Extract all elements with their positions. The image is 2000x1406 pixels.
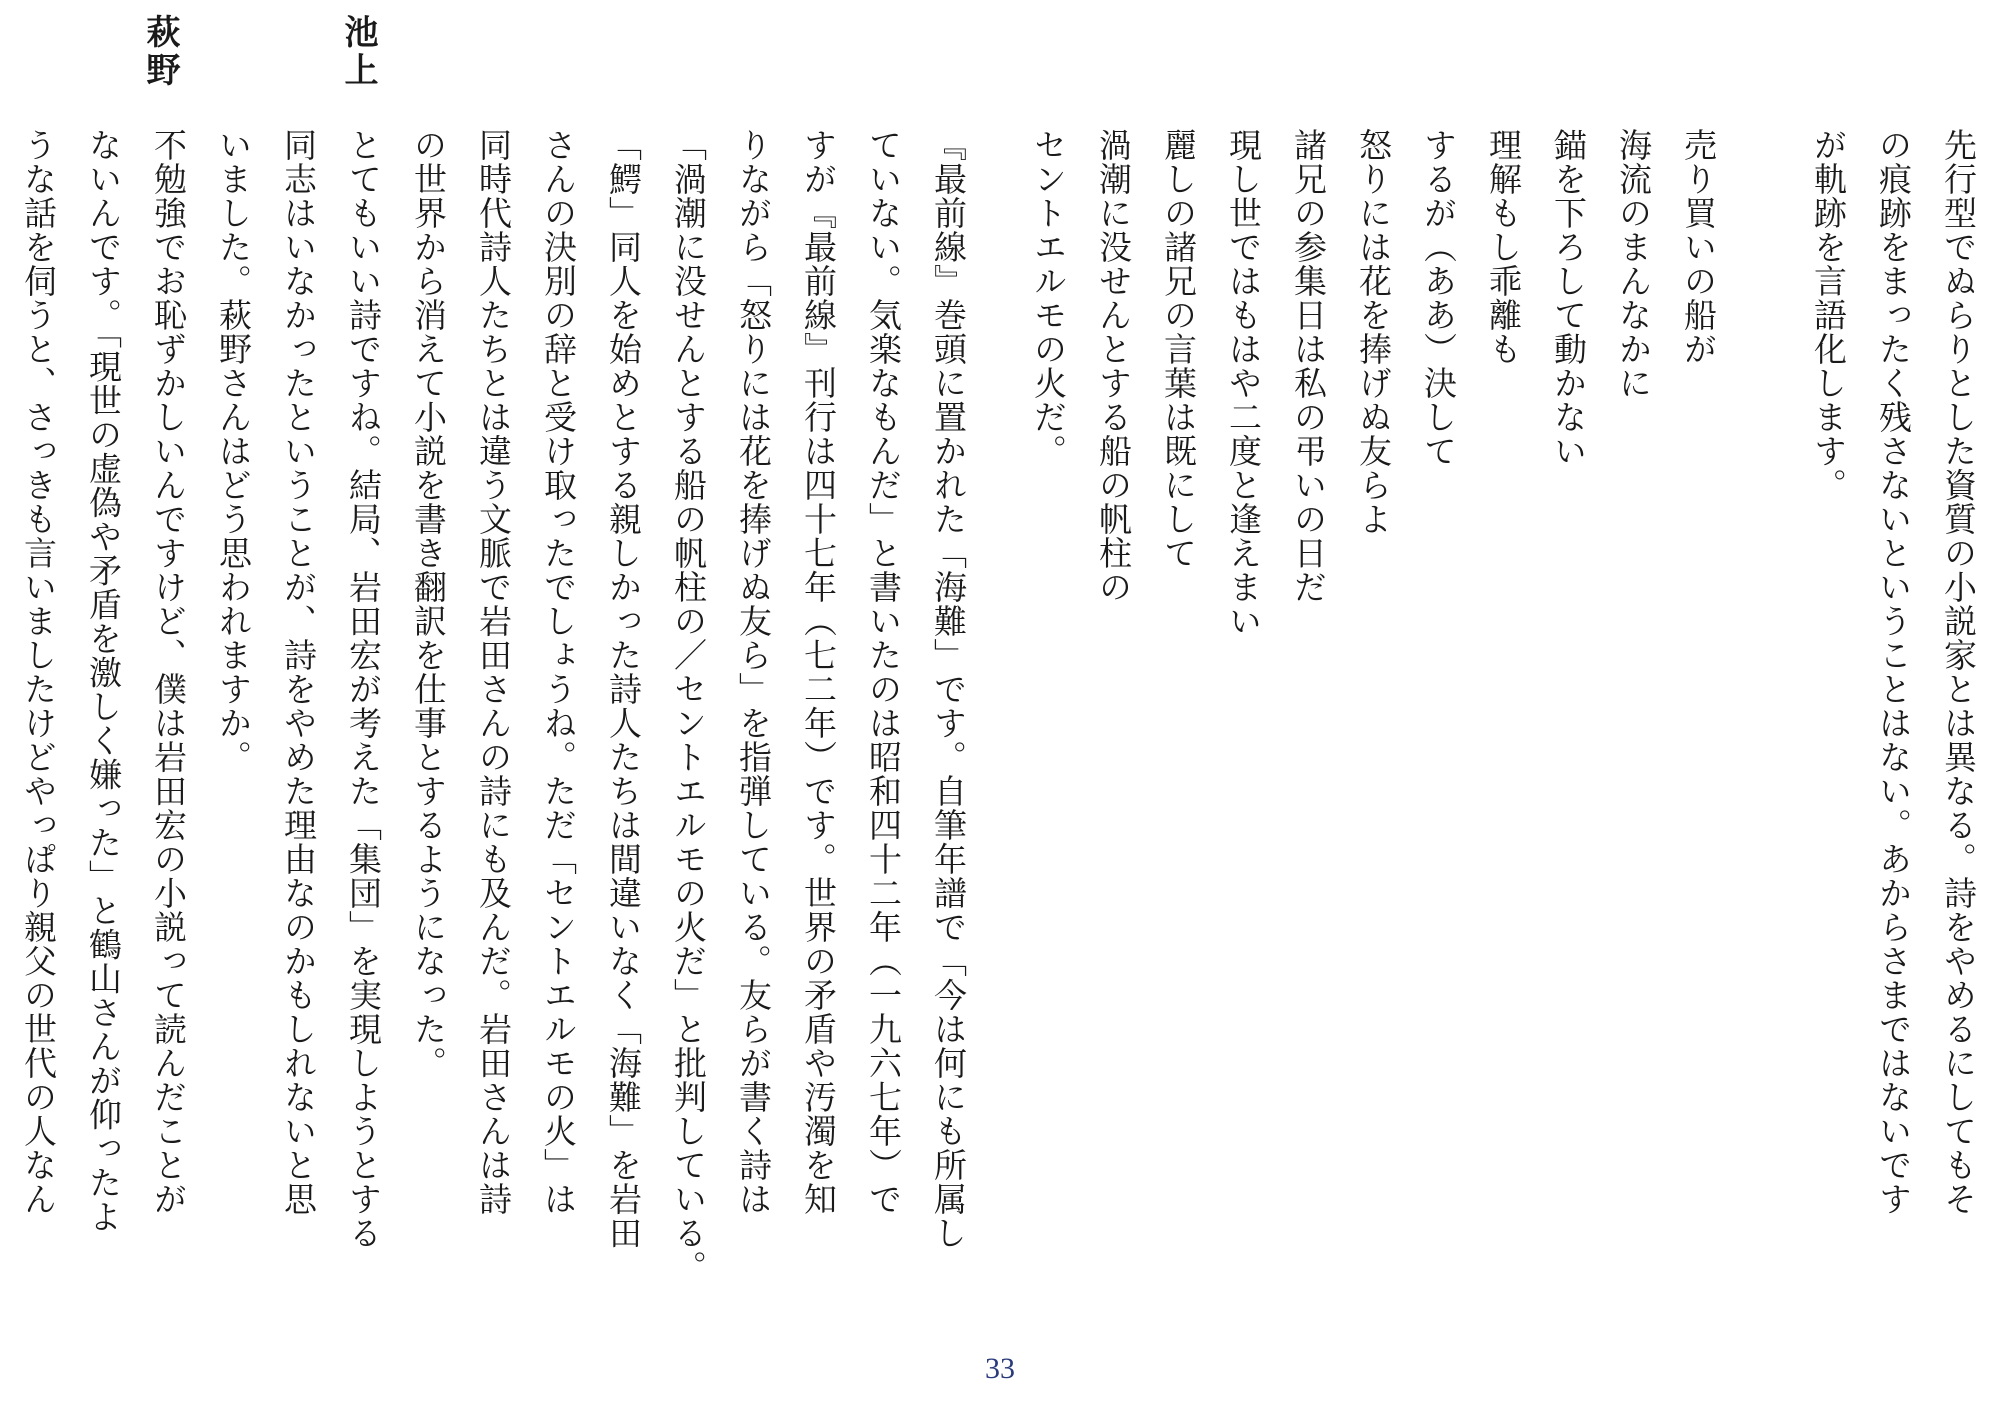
text-column: の痕跡をまったく残さないということはない。あからさまではないです bbox=[1874, 128, 1913, 1216]
speaker-label-hagino: 萩野 bbox=[140, 14, 180, 90]
text-column: うな話を伺うと、さっきも言いましたけどやっぱり親父の世代の人なん bbox=[19, 128, 58, 1216]
poem-line: 売り買いの船が bbox=[1679, 128, 1718, 366]
text-column: 同時代詩人たちとは違う文脈で岩田さんの詩にも及んだ。岩田さんは詩 bbox=[474, 128, 513, 1216]
text-column: の世界から消えて小説を書き翻訳を仕事とするようになった。 bbox=[409, 128, 448, 1080]
poem-line: 海流のまんなかに bbox=[1614, 128, 1653, 400]
poem-line: 渦潮に没せんとする船の帆柱の bbox=[1094, 128, 1133, 604]
text-column: 『最前線』巻頭に置かれた「海難」です。自筆年譜で「今は何にも所属し bbox=[929, 128, 968, 1250]
text-column: 不勉強でお恥ずかしいんですけど、僕は岩田宏の小説って読んだことが bbox=[149, 128, 188, 1216]
text-column: さんの決別の辞と受け取ったでしょうね。ただ「セントエルモの火」は bbox=[539, 128, 578, 1216]
page-number: 33 bbox=[985, 1352, 1015, 1385]
poem-line: 怒りには花を捧げぬ友らよ bbox=[1354, 128, 1393, 536]
text-column: 「鰐」同人を始めとする親しかった詩人たちは間違いなく「海難」を岩田 bbox=[604, 128, 643, 1250]
speaker-label-ikegami: 池上 bbox=[338, 14, 378, 90]
text-column: ないんです。「現世の虚偽や矛盾を激しく嫌った」と鶴山さんが仰ったよ bbox=[84, 128, 123, 1234]
poem-line: 諸兄の参集日は私の弔いの日だ bbox=[1289, 128, 1328, 604]
text-column: とてもいい詩ですね。結局、岩田宏が考えた「集団」を実現しようとする bbox=[344, 128, 383, 1250]
poem-line: 錨を下ろして動かない bbox=[1549, 128, 1588, 468]
poem-line: 理解もし乖離も bbox=[1484, 128, 1523, 366]
text-column: が軌跡を言語化します。 bbox=[1809, 128, 1848, 502]
text-column: すが『最前線』刊行は四十七年（七二年）です。世界の矛盾や汚濁を知 bbox=[799, 128, 838, 1216]
text-column: いました。萩野さんはどう思われますか。 bbox=[214, 128, 253, 774]
text-column: りながら「怒りには花を捧げぬ友ら」を指弾している。友らが書く詩は bbox=[734, 128, 773, 1216]
text-column: 先行型でぬらりとした資質の小説家とは異なる。詩をやめるにしてもそ bbox=[1939, 128, 1978, 1216]
poem-line: するが（ああ）決して bbox=[1419, 128, 1458, 468]
poem-line: 現し世ではもはや二度と逢えまい bbox=[1224, 128, 1263, 638]
poem-line: セントエルモの火だ。 bbox=[1029, 128, 1068, 468]
poem-line: 麗しの諸兄の言葉は既にして bbox=[1159, 128, 1198, 570]
text-column: ていない。気楽なもんだ」と書いたのは昭和四十二年（一九六七年）で bbox=[864, 128, 903, 1216]
text-column: 同志はいなかったということが、詩をやめた理由なのかもしれないと思 bbox=[279, 128, 318, 1216]
text-column: 「渦潮に没せんとする船の帆柱の／セントエルモの火だ」と批判している。 bbox=[669, 128, 708, 1284]
